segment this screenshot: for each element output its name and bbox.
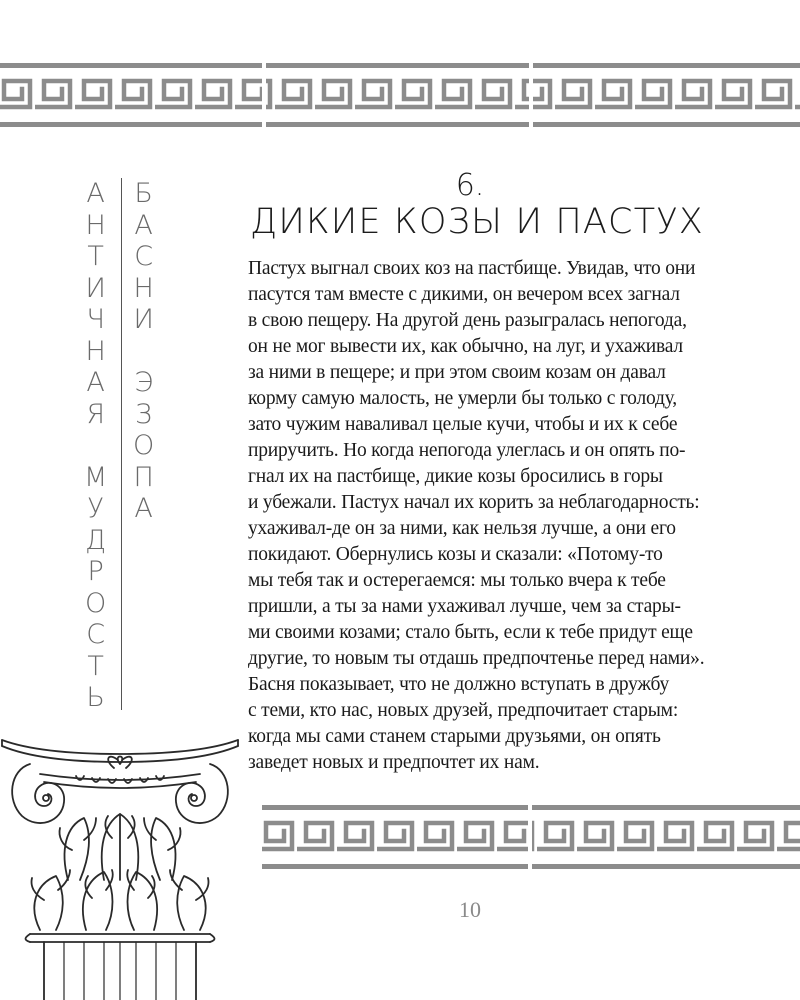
page-number: 10 <box>459 897 481 922</box>
text-line: и убежали. Пастух начал их корить за неблагодарность: <box>248 492 700 513</box>
vertical-title-letter: У <box>87 493 104 524</box>
chapter-title: ДИКИЕ КОЗЫ И ПАСТУХ <box>250 202 704 242</box>
bottom-greek-key-frieze <box>262 804 800 870</box>
vertical-title-letter: О <box>133 430 155 461</box>
text-line: приручить. Но когда непогода улеглась и он опять по- <box>248 440 686 461</box>
vertical-title-letter: Ч <box>86 304 105 335</box>
text-line: за ними в пещере; и при этом своим козам он давал <box>248 362 666 383</box>
vertical-title-letter: Д <box>85 524 107 556</box>
vertical-title-letter: А <box>86 367 105 398</box>
ionic-column-capital-illustration <box>0 730 240 1000</box>
text-line: Пастух выгнал своих коз на пастбище. Увидав, что они <box>248 258 696 279</box>
text-line: другие, то новым ты отдашь предпочтенье перед нами». <box>248 648 705 669</box>
vertical-title-letter: М <box>84 461 108 493</box>
vertical-title-letter: З <box>135 398 153 430</box>
vertical-title-letter: А <box>134 209 153 241</box>
vertical-title-letter: Н <box>85 335 106 367</box>
text-line: гнал их на пастбище, дикие козы бросились в горы <box>248 466 663 487</box>
vertical-title-letter: С <box>134 241 154 272</box>
vertical-title-letter: О <box>85 587 107 619</box>
vertical-title-letter: А <box>134 493 153 524</box>
vertical-title-letter: И <box>85 272 106 304</box>
chapter-number: 6. <box>455 168 485 203</box>
vertical-title-letter: Я <box>86 398 106 430</box>
vertical-title-antichnaya-mudrost <box>84 178 107 714</box>
vertical-title-letter: Б <box>134 178 153 209</box>
vertical-title-letter: Э <box>134 367 154 398</box>
vertical-title-letter: Т <box>87 650 104 682</box>
vertical-title-letter: Н <box>133 272 154 304</box>
fable-text <box>248 256 704 776</box>
text-line: ми своими козами; стало быть, если к тебе придут еще <box>248 622 693 643</box>
vertical-title-letter: П <box>133 461 154 493</box>
text-line: зато чужим наваливал целые кучи, чтобы и их к себе <box>248 414 678 435</box>
vertical-title-letter: С <box>86 619 106 650</box>
vertical-title-letter: Р <box>87 556 104 587</box>
text-line: Басня показывает, что не должно вступать в дружбу <box>248 674 669 695</box>
vertical-divider-line <box>121 178 122 710</box>
text-line: пришли, а ты за нами ухаживал лучше, чем за стары- <box>248 596 681 617</box>
text-line: когда мы сами станем старыми друзьями, он опять <box>248 726 661 747</box>
text-line: он не мог вывести их, как обычно, на луг, и ухаживал <box>248 336 683 357</box>
text-line: заведет новых и предпочтет их нам. <box>248 752 540 773</box>
vertical-title-letter: Ь <box>86 682 105 713</box>
text-line: в свою пещеру. На другой день разыгралась непогода, <box>248 310 687 331</box>
vertical-title-basni-ezopa <box>133 178 154 525</box>
text-line: пасутся там вместе с дикими, он вечером всех загнал <box>248 284 680 305</box>
text-line: покидают. Обернулись козы и сказали: «Потому-то <box>248 544 663 565</box>
top-greek-key-frieze <box>0 62 800 128</box>
vertical-title-letter: И <box>133 304 154 335</box>
text-line: с теми, кто нас, новых друзей, предпочитает старым: <box>248 700 679 721</box>
text-line: мы тебя так и остерегаемся: мы только вчера к тебе <box>248 570 666 591</box>
vertical-title-letter: Н <box>85 209 106 241</box>
text-line: ухаживал-де он за ними, как нельзя лучше, а они его <box>248 518 676 539</box>
text-line: корму самую малость, не умерли бы только с голоду, <box>248 388 677 409</box>
vertical-title-letter: А <box>86 178 105 209</box>
vertical-title-letter: Т <box>87 241 104 272</box>
